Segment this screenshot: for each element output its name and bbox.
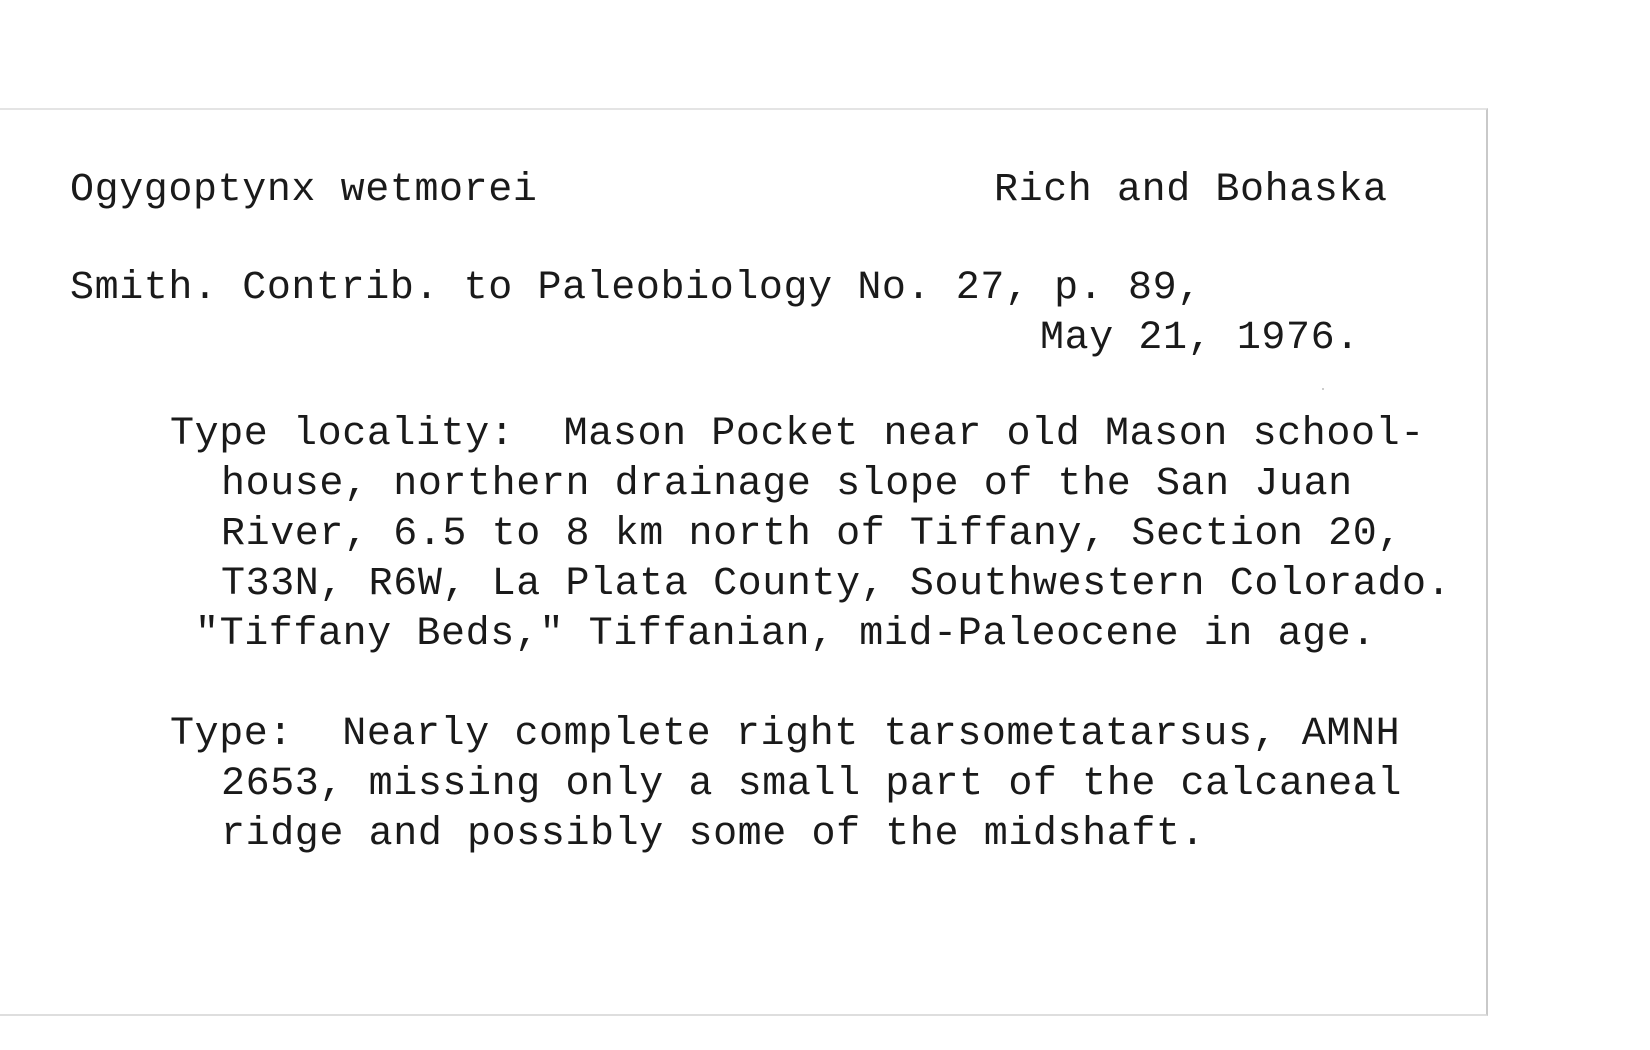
paper-speck (1322, 388, 1324, 390)
index-card (0, 108, 1488, 1016)
type-specimen-line-3: ridge and possibly some of the midshaft. (221, 812, 1206, 857)
type-locality-line-5: "Tiffany Beds," Tiffanian, mid-Paleocene in age. (195, 612, 1376, 657)
authors: Rich and Bohaska (994, 168, 1388, 213)
citation-date: May 21, 1976. (1040, 316, 1360, 361)
type-specimen-line-2: 2653, missing only a small part of the calcaneal (221, 762, 1402, 807)
type-locality-line-3: River, 6.5 to 8 km north of Tiffany, Section 20, (221, 512, 1402, 557)
species-name: Ogygoptynx wetmorei (70, 168, 538, 213)
citation-line: Smith. Contrib. to Paleobiology No. 27, p. 89, (70, 266, 1202, 311)
type-locality-line-2: house, northern drainage slope of the San Juan (221, 462, 1353, 507)
type-specimen-line-1: Type: Nearly complete right tarsometatarsus, AMNH (170, 712, 1401, 757)
type-locality-line-4: T33N, R6W, La Plata County, Southwestern Colorado. (221, 562, 1452, 607)
type-locality-line-1: Type locality: Mason Pocket near old Mason school- (170, 412, 1425, 457)
